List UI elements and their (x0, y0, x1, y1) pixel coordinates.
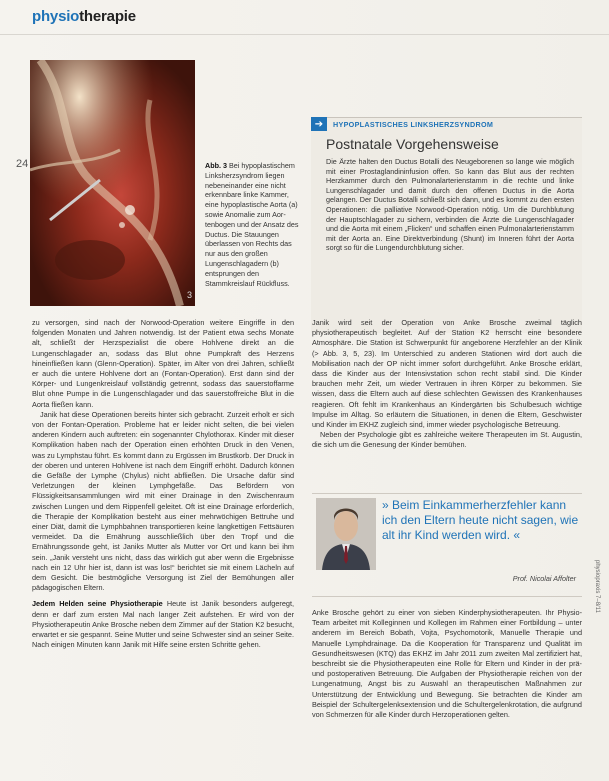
section-title-therapie: therapie (79, 8, 136, 25)
author-portrait (316, 498, 376, 570)
section-title-physio: physio (32, 8, 80, 25)
arrow-right-icon: ➔ (311, 117, 327, 131)
quote-author: Prof. Nicolai Affolter (512, 574, 576, 583)
right-column (312, 318, 582, 451)
page-header (0, 0, 609, 46)
figure-caption (205, 161, 300, 288)
vertical-footer (588, 560, 602, 760)
section-title (32, 8, 136, 25)
figure-caption-label: Abb. 3 (205, 161, 227, 170)
left-paragraph-2: Janik hat diese Operationen bereits hinter sich gebracht. Zurzeit erholt er sich von der Fontan-Operation. Probleme hat er leider nicht selten, die bei vielen anderen Kindern auch auftreten: ein sogenannter Chylothorax. Kinder mit dieser Komplikation haben nach der Operation einen erhöhten Druck in den Venen, was zu Lymphstau führt. Es kommt dann zu Ergüssen im Brustkorb. Der Druck in der oberen und unteren Hohlvene ist nach dem Eingriff erhöht. Dadurch können die Gefäße der Lymphe (Chylus) nicht abfließen. Die Ursache dafür sind Verletzungen der kleinen Lymphgefäße. Das Befördern von Flüssigkeitsansammlungen wird mit einer Drainage in den Zwischenraum zwischen Lungen und dem Rippenfell geleitet. Oft ist eine Drainage erforderlich, die Therapie der Komplikation besteht aus einer mehrwöchigen Bettruhe und einer Diät, damit die Lymphbahnen transportieren keine langkettigen Fettsäuren vermeidet. Da die Ernährung ausschließlich über den Tropf und die Ernährungssonde geht, ist Janiks Mutter als Mutter vor Ort und kann bei ihm sein. „Janik versteht uns nicht, dass das wirklich gut aber wenn die Ergebnisse nach ein 12 Uhr hier ist, dann ist was los!“ berichtet sie mit einem Lächeln auf dem Gesicht. Die bestmögliche Versorgung ist Ziel der Bemühungen aller pädagogischen Eltern. (32, 409, 294, 593)
surgery-photo (30, 60, 195, 306)
right-paragraph-1: Janik wird seit der Operation von Anke Brosche zweimal täglich physiotherapeutisch begleitet. Auf der Station K2 herrscht eine besondere Atmosphäre. Die Station ist Schwerpunkt für angeborene Herzfehler an der Klinik (> Abb. 3, 5, 23). Im Unterschied zu anderen Stationen wird dort auch die Mobilisation nach der OP nicht immer sofort durchgeführt. Anke Brosche erklärt, dass die Kinder aus der Intensivstation schon recht stabil sind. Die Kinder brauchen mehr Zeit, um wieder Vertrauen in ihren Körper zu bekommen. Sie wissen, dass die Eltern auch auf diese schlechten Gewissen des Krankenhauses reagieren. Oft fehlt im Krankenhaus an Kindergärten bis Schulbesuch wichtige Impulse im Alltag. So erläutern die Situationen, in denen die Eltern, Geschwister und Kinder im EKHZ zugleich sind, immer wieder psychologische Betreuung. (312, 318, 582, 430)
header-divider (0, 34, 609, 35)
left-column (32, 318, 294, 651)
figure-number: 3 (187, 290, 193, 300)
info-box-title: Postnatale Vorgehensweise (326, 136, 499, 152)
info-box-text: Die Ärzte halten den Ductus Botalli des Neugeborenen so lange wie möglich mit einer Prostaglandininfusion offen. So kann das Blut aus der rechten Herzkammer durch den Pulmonalarterienstamm in die rechte und linke Lungenschlagader und damit durch den offenen Ductus in die Aorta gelangen. Der Ductus Botalli schließt sich dann, und es kommt zu den ersten Operationen: die palliative Norwood-Operation nötig. Um die Durchblutung der Hauptschlagader zu sichern, verbinden die Ärzte die Lungenschlagader und die Aorta mit einem „Flicken“ und schaffen einen Pulmonalarterienstamm mit der Aorta an. Eine Direktverbindung (Shunt) im Inneren führt der Aorta sorgt so für die Lungendurchblutung sicher. (326, 157, 574, 253)
left-paragraph-3: Heute ist Janik besonders aufgeregt, denn er darf zum ersten Mal nach langer Zeit aufstehen. Er wird von der Physiotherapeutin Anke Brosche neben dem Zimmer auf der Station K2 besucht, erwartet er sie gespannt. Seine Mutter und seine Schwester sind an seiner Seite. Nach einigen Minuten kann Janik mit Hilfe seine ersten Schritte gehen. (32, 599, 294, 650)
page-number: 24 (16, 158, 29, 170)
author-portrait-graphic (316, 498, 376, 570)
right-lower-paragraph-1: Anke Brosche gehört zu einer von sieben Kinderphysiotherapeuten. Ihr Physio-Team arbeitet mit Kolleginnen und Kollegen im Rahmen einer Fortbildung – unter anderem im Bereich Bobath, Vojta, Psychomotorik, Manuelle Therapie und Manuelle Lymphdrainage. Da die Kooperation für Transparenz und Qualität im Gesundheitswesen (KTQ) das EKHZ im Jahr 2011 zum zweiten Mal zertifiziert hat, beschreibt sie die Physiotherapeuten eine Rolle für Eltern und Kinder in der prä- und postoperativen Betreuung. Die Aufgaben der Physiotherapie reichen von der Lungenatmung, Angst bis zu Auswahl an therapeutischen Maßnahmen zur Unterstützung der Entwicklung und Bewegung. Sie betrachten die Kinder am Beispiel der Schultergelenksextension und die Schultergelenkrotation, die aufgrund von Schmerzen für alle Kinder durch Herzoperationen gelten. (312, 608, 582, 720)
vertical-footer-text: physiopraxis 7–8/11 (594, 560, 600, 613)
pull-quote (312, 493, 582, 597)
left-paragraph-1: zu versorgen, sind nach der Norwood-Operation weitere Eingriffe in den folgenden Monaten und Jahren notwendig. Ist der Patient etwa sechs Monate alt, schließt der Herzspezialist die obere Hohlvene direkt an die Lungenschlagader an, sodass das Blut ohne Pumpkraft des Herzens hineinfließen kann (Glenn-Operation). Später, im Alter von drei Jahren, schließt er auch die untere Hohlvene dort an (Fontan-Operation). Erst dann sind der Körper- und Lungenkreislauf vollständig getrennt, sodass das sauerstoffarme Blut ohne Pumpe in die Lungenschlagader und das sauerstoffreiche Blut in die Aorta fließen kann. (32, 318, 294, 409)
figure-caption-text: Bei hypoplastischem Linksherzsyndrom liegen nebeneinander eine nicht erkennbare linke Kammer, eine hypoplastische Aorta (a) sowie Anomalie zum Aortenbogen und der Ansatz des Ductus. Die Stauungen überlassen von Rechts das nur aus den großen Lungenschlagadern (b) entsprungen den Stammkreislauf Rückfluss. (205, 161, 299, 288)
right-column-lower (312, 608, 582, 720)
quote-text: » Beim Einkammerherzfehler kann ich den Eltern heute nicht sagen, wie alt ihr Kind werden wird. « (382, 498, 579, 542)
right-paragraph-2: Neben der Psychologie gibt es zahlreiche weitere Therapeuten im St. Augustin, die sich um die Genesung der Kinder bemühen. (312, 430, 582, 450)
info-box-label: HYPOPLASTISCHES LINKSHERZSYNDROM (333, 119, 494, 129)
surgery-photo-graphic (30, 60, 195, 306)
subheading: Jedem Helden seine Physiotherapie (32, 599, 163, 609)
info-box-tag (311, 117, 493, 131)
